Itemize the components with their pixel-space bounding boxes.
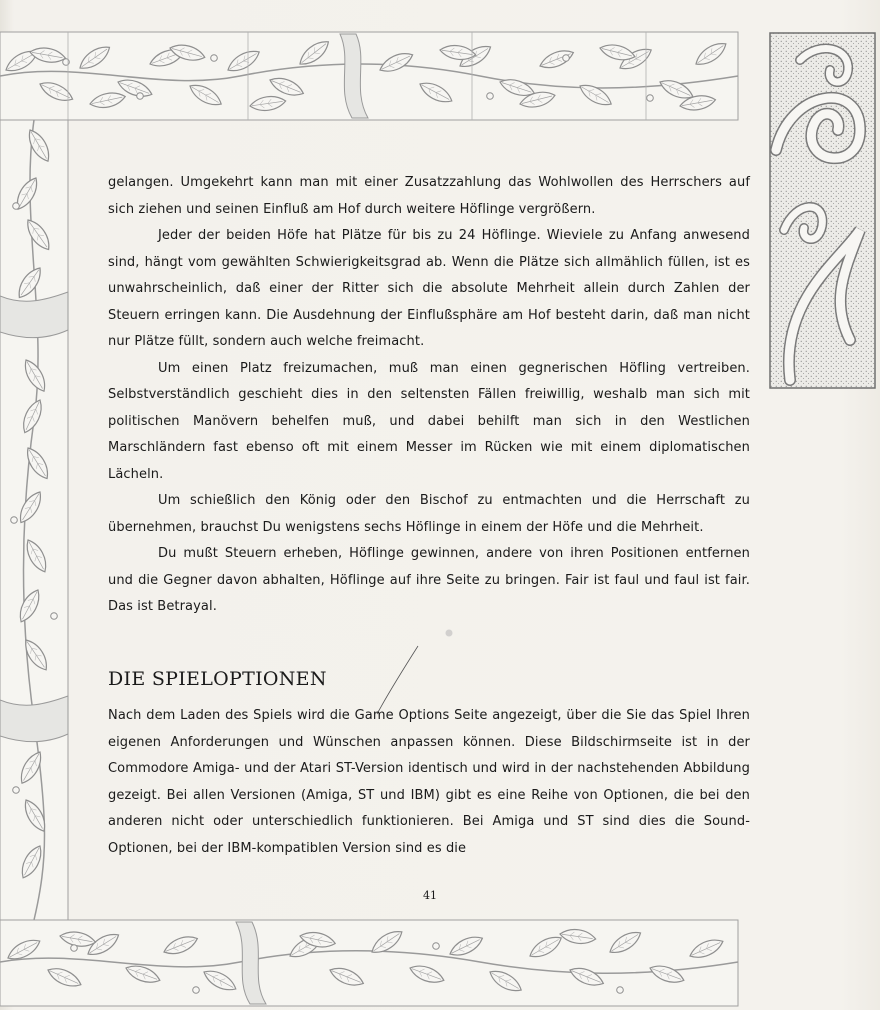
body-text bbox=[108, 170, 750, 621]
page-number: 41 bbox=[423, 889, 437, 902]
section-body-text bbox=[108, 703, 750, 862]
paragraph: Nach dem Laden des Spiels wird die Game Options Seite angezeigt, über die Sie das Spiel Ihren eigenen Anforderungen und Wünschen anpassen können. Diese Bildschirmseite ist in der Commodore Amiga- und der Atari ST-Version identisch und wird in der nachstehenden Abbildung gezeigt. Bei allen Versionen (Amiga, ST und IBM) gibt es eine Reihe von Optionen, die bei den anderen nicht oder unterschiedlich funktionieren. Bei Amiga und ST sind dies die Sound-Optionen, bei der IBM-kompatiblen Version sind es die bbox=[108, 708, 750, 856]
paragraph: Du mußt Steuern erheben, Höflinge gewinnen, andere von ihren Positionen entfernen und die Gegner davon abhalten, Höflinge auf ihre Seite zu bringen. Fair ist faul und faul ist fair. Das ist Betrayal. bbox=[108, 546, 750, 614]
section-heading: DIE SPIELOPTIONEN bbox=[108, 668, 327, 690]
paragraph: Um einen Platz freizumachen, muß man einen gegnerischen Höfling vertreiben. Selbstverständlich geschieht dies in den seltensten Fällen freiwillig, weshalb man sich mit politischen Manövern behelfen muß, und dabei behilft man sich in den Westlichen Marschländern fast ebenso oft mit einem Messer im Rücken wie mit einem diplomatischen Lächeln. bbox=[108, 360, 750, 482]
left-border bbox=[0, 120, 68, 920]
corner-scroll-panel bbox=[770, 33, 875, 388]
paragraph: Um schießlich den König oder den Bischof zu entmachten und die Herrschaft zu übernehmen, brauchst Du wenigstens sechs Höflinge in einem der Höfe und die Mehrheit. bbox=[108, 493, 750, 535]
top-border bbox=[0, 32, 738, 120]
pen-mark bbox=[377, 630, 453, 715]
bottom-border bbox=[0, 920, 738, 1006]
paragraph: Jeder der beiden Höfe hat Plätze für bis zu 24 Höflinge. Wieviele zu Anfang anwesend sind, hängt vom gewählten Schwierigkeitsgrad ab. Wenn die Plätze sich allmählich füllen, ist es unwahrscheinlich, daß einer der Ritter sich die absolute Mehrheit allein durch Zahlen der Steuern erringen kann. Die Ausdehnung der Einflußsphäre am Hof besteht darin, daß man nicht nur Plätze füllt, sondern auch welche freimacht. bbox=[108, 228, 750, 349]
paragraph: gelangen. Umgekehrt kann man mit einer Zusatzzahlung das Wohlwollen des Herrschers auf sich ziehen und seinen Einfluß am Hof durch weitere Höflinge vergrößern. bbox=[108, 175, 750, 217]
